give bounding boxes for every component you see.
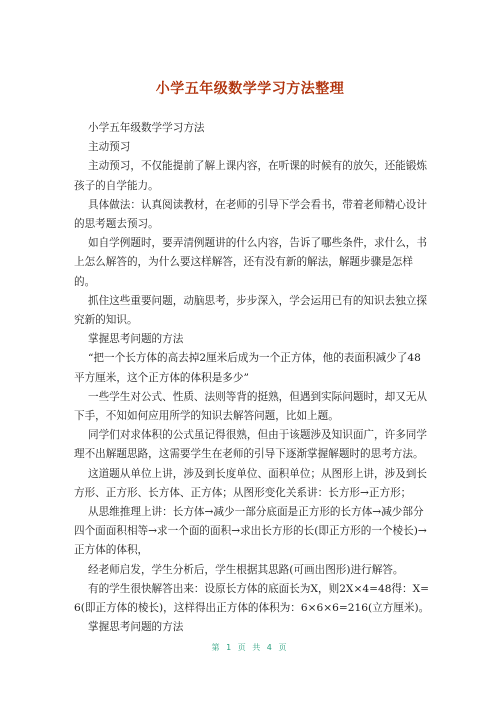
paragraph-section-heading: 掌握思考问题的方法	[88, 333, 184, 346]
paragraph-quote: “把一个长方体的高去掉2厘米后成为一个正方体，他的表面积减少了48平方厘米，这个正方体的体积是多少”	[74, 352, 421, 384]
paragraph: 如自学例题时，要弄清例题讲的什么内容，告诉了哪些条件，求什么，书上怎么解答的，为什么要这样解答，还有没有新的解法，解题步骤是怎样的。	[74, 237, 427, 288]
paragraph-heading: 小学五年级数学学习方法	[88, 122, 205, 134]
paragraph: 经老师启发，学生分析后，学生根据其思路(可画出图形)进行解答。	[88, 563, 404, 576]
paragraph: 一些学生对公式、性质、法则等背的挺熟，但遇到实际问题时，却又无从下手，不知如何应用所学的知识去解答问题，比如上题。	[74, 390, 427, 423]
paragraph: 具体做法：认真阅读教材，在老师的引导下学会看书，带着老师精心设计的思考题去预习。	[74, 198, 427, 231]
paragraph: 抓住这些重要问题，动脑思考，步步深入，学会运用已有的知识去独立探究新的知识。	[74, 294, 427, 327]
paragraph: 有的学生很快解答出来：设原长方体的底面长为X，则2X×4=48得：X=6(即正方体的棱长)，这样得出正方体的体积为：6×6×6=216(立方厘米)。	[74, 582, 430, 615]
document-body	[74, 119, 430, 637]
paragraph: 同学们对求体积的公式虽记得很熟，但由于该题涉及知识面广，许多同学理不出解题思路，这需要学生在老师的引导下逐渐掌握解题时的思考方法。	[74, 429, 427, 461]
paragraph: 主动预习，不仅能提前了解上课内容，在听课的时候有的放矢，还能锻炼孩子的自学能力。	[74, 160, 427, 192]
document-title: 小学五年级数学学习方法整理	[155, 81, 345, 97]
page-number: 第 1 页 共 4 页	[211, 643, 289, 652]
paragraph-section-heading: 掌握思考问题的方法	[88, 621, 184, 634]
paragraph-section-heading: 主动预习	[88, 141, 131, 154]
paragraph: 这道题从单位上讲，涉及到长度单位、面积单位；从图形上讲，涉及到长方形、正方形、长方体、正方体；从图形变化关系讲：长方形→正方形；	[74, 467, 427, 499]
paragraph: 从思维推理上讲：长方体→减少一部分底面是正方形的长方体→减少部分四个面面积相等→求一个面的面积→求出长方形的长(即正方形的一个棱长)→正方体的体积，	[74, 506, 427, 557]
